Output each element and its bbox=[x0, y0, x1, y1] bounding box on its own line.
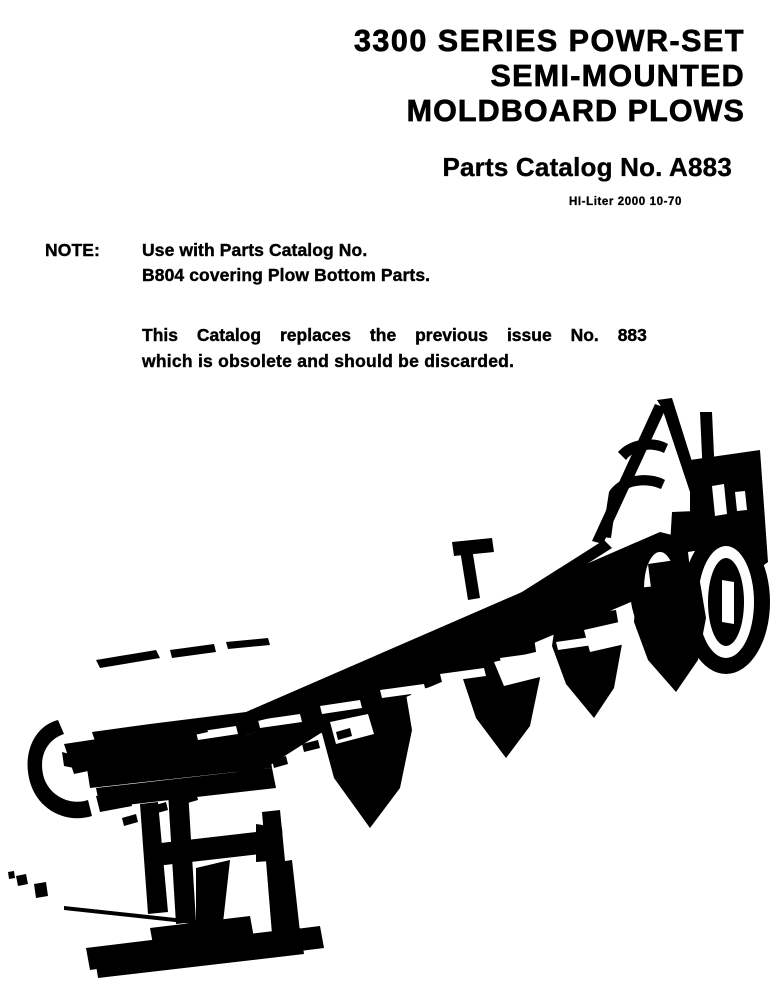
bottom-shank-3 bbox=[568, 592, 600, 626]
notice-word: previous bbox=[415, 325, 489, 345]
page-title bbox=[0, 24, 745, 129]
bottom-shank-4 bbox=[648, 560, 680, 596]
note-line-1: Use with Parts Catalog No. bbox=[142, 240, 368, 260]
notice-word: 883 bbox=[617, 325, 647, 345]
notice-word: issue bbox=[506, 325, 552, 345]
speck-b bbox=[34, 882, 48, 898]
notice-word: replaces bbox=[279, 325, 352, 345]
catalog-number: Parts Catalog No. A883 bbox=[442, 152, 732, 182]
speck-a bbox=[16, 874, 28, 886]
note-block bbox=[45, 238, 430, 288]
replacement-notice-line-1 bbox=[142, 322, 647, 348]
cross-member-end-cap bbox=[256, 824, 284, 862]
plow-illustration bbox=[0, 392, 772, 992]
speck-c bbox=[8, 871, 15, 879]
note-label: NOTE: bbox=[45, 240, 100, 260]
notice-word: Catalog bbox=[196, 325, 262, 345]
hitch-highlight-2 bbox=[735, 491, 747, 511]
replacement-notice bbox=[142, 322, 682, 374]
hiliter-code: HI-Liter 2000 10-70 bbox=[568, 196, 682, 208]
rear-wheel-hub bbox=[722, 580, 734, 624]
notice-word: the bbox=[369, 325, 397, 345]
note-line-2: B804 covering Plow Bottom Parts. bbox=[142, 265, 431, 285]
notice-word: No. bbox=[570, 325, 599, 345]
replacement-notice-line-2: which is obsolete and should be discarded. bbox=[142, 351, 515, 371]
notice-word: This bbox=[142, 325, 178, 345]
plow-photo-svg bbox=[0, 392, 772, 992]
title-line-3: MOLDBOARD PLOWS bbox=[406, 94, 745, 128]
title-line-2: SEMI-MOUNTED bbox=[490, 59, 745, 93]
title-line-1: 3300 SERIES POWR-SET bbox=[353, 24, 745, 58]
